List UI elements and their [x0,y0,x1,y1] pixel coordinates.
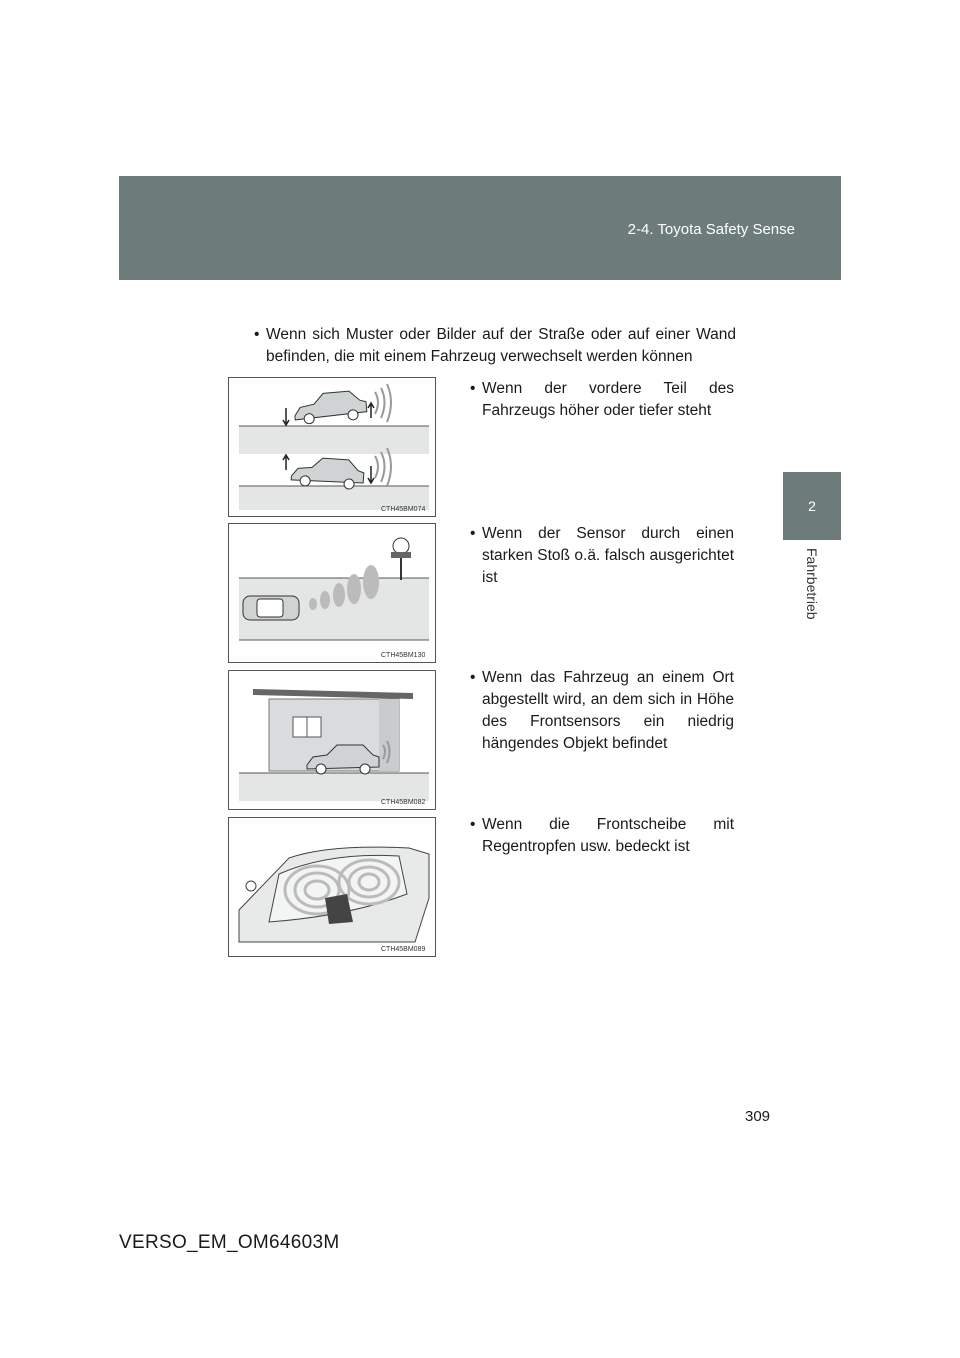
bullet-text: Wenn die Frontscheibe mit Regentropfen usw. bedeckt ist [482,816,734,855]
bullet-item [468,667,734,755]
bullet-mark: • [470,816,476,833]
figure-code: CTH45BM082 [381,799,426,806]
figure-windshield-rain [228,817,436,957]
figure-car-tilt [228,377,436,517]
figure-code: CTH45BM074 [381,506,426,513]
figure-code: CTH45BM130 [381,652,426,659]
chapter-tab-label-box [783,548,841,638]
bullet-text: Wenn der vordere Teil des Fahrzeugs höher oder tiefer steht [482,380,734,419]
bullet-item [468,378,734,422]
bullet-text: Wenn der Sensor durch einen starken Stoß o.ä. falsch ausgerichtet ist [482,525,734,586]
car-tilt-illustration [229,378,435,516]
section-title: 2-4. Toyota Safety Sense [627,221,795,238]
overhanging-object-illustration [229,671,435,809]
bullet-mark: • [254,326,260,343]
figure-sensor-misaligned [228,523,436,663]
chapter-tab-label: Fahrbetrieb [804,548,820,620]
bullet-item [468,523,734,589]
bullet-item [468,814,734,858]
intro-text: Wenn sich Muster oder Bilder auf der Straße oder auf einer Wand befinden, die mit einem Fahrzeug verwechselt werden können [266,326,736,365]
figure-code: CTH45BM089 [381,946,426,953]
figure-overhanging-object [228,670,436,810]
sensor-misaligned-illustration [229,524,435,662]
intro-bullet-item [252,324,736,368]
chapter-header [119,176,841,280]
page-number: 309 [745,1108,771,1125]
bullet-mark: • [470,525,476,542]
windshield-rain-illustration [229,818,435,956]
bullet-mark: • [470,380,476,397]
chapter-tab-number: 2 [783,472,841,540]
bullet-mark: • [470,669,476,686]
document-code: VERSO_EM_OM64603M [119,1232,340,1253]
bullet-text: Wenn das Fahrzeug an einem Ort abgestellt wird, an dem sich in Höhe des Frontsensors ein niedrig hängendes Objekt befindet [482,669,734,752]
